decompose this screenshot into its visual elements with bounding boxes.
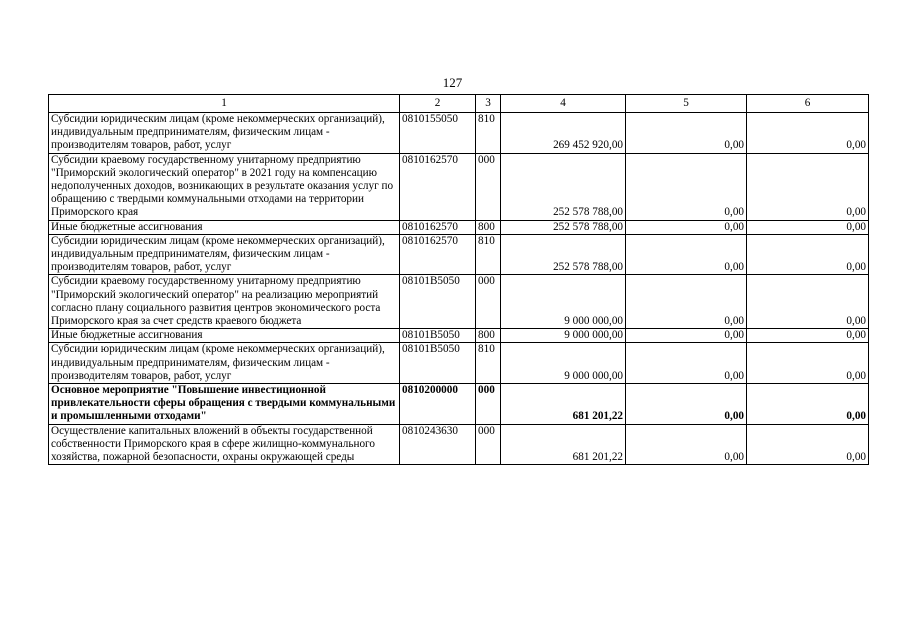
row-name: Субсидии краевому государственному унитарному предприятию "Приморский экологический оператор" в 2021 году на компенсацию недополученных доходов, возникающих в результате оказания услуг по обращению с твердыми коммунальными отходами на территории Приморского края [49, 153, 400, 220]
column-header-1: 1 [49, 95, 400, 113]
column-header-6: 6 [747, 95, 869, 113]
row-name: Субсидии юридическим лицам (кроме некоммерческих организаций), индивидуальным предпринимателям, физическим лицам - производителям товаров, работ, услуг [49, 113, 400, 154]
table-row [49, 384, 869, 425]
row-value-6: 0,00 [747, 343, 869, 384]
row-code: 0810162570 [400, 220, 476, 234]
table-row [49, 343, 869, 384]
row-type: 000 [476, 275, 501, 329]
table-row [49, 275, 869, 329]
row-name: Субсидии юридическим лицам (кроме некоммерческих организаций), индивидуальным предпринимателям, физическим лицам - производителям товаров, работ, услуг [49, 343, 400, 384]
row-value-4: 9 000 000,00 [501, 343, 626, 384]
row-code: 0810162570 [400, 234, 476, 275]
row-value-5: 0,00 [626, 343, 747, 384]
row-value-6: 0,00 [747, 153, 869, 220]
row-code: 0810155050 [400, 113, 476, 154]
row-value-5: 0,00 [626, 275, 747, 329]
table-row [49, 153, 869, 220]
page-number: 127 [442, 75, 463, 90]
row-value-4: 252 578 788,00 [501, 220, 626, 234]
row-value-6: 0,00 [747, 275, 869, 329]
row-type: 000 [476, 153, 501, 220]
row-value-6: 0,00 [747, 113, 869, 154]
table-row [49, 329, 869, 343]
table-row [49, 113, 869, 154]
row-type: 810 [476, 343, 501, 384]
row-type: 810 [476, 113, 501, 154]
row-value-6: 0,00 [747, 220, 869, 234]
row-value-5: 0,00 [626, 424, 747, 465]
row-type: 800 [476, 220, 501, 234]
row-code: 0810162570 [400, 153, 476, 220]
row-type: 000 [476, 384, 501, 425]
row-code: 0810243630 [400, 424, 476, 465]
row-name: Осуществление капитальных вложений в объекты государственной собственности Приморского края в сфере жилищно-коммунального хозяйства, пожарной безопасности, охраны окружающей среды [49, 424, 400, 465]
row-type: 000 [476, 424, 501, 465]
table-row [49, 220, 869, 234]
row-type: 810 [476, 234, 501, 275]
row-name: Иные бюджетные ассигнования [49, 329, 400, 343]
budget-table [48, 94, 869, 465]
row-value-5: 0,00 [626, 329, 747, 343]
row-value-5: 0,00 [626, 113, 747, 154]
row-value-4: 252 578 788,00 [501, 234, 626, 275]
row-value-6: 0,00 [747, 384, 869, 425]
row-value-5: 0,00 [626, 234, 747, 275]
row-name: Субсидии краевому государственному унитарному предприятию "Приморский экологический оператор" на реализацию мероприятий согласно плану социального развития центров экономического роста Приморского края за счет средств краевого бюджета [49, 275, 400, 329]
row-value-5: 0,00 [626, 153, 747, 220]
row-type: 800 [476, 329, 501, 343]
row-value-5: 0,00 [626, 384, 747, 425]
column-header-5: 5 [626, 95, 747, 113]
row-value-4: 681 201,22 [501, 424, 626, 465]
row-value-6: 0,00 [747, 329, 869, 343]
row-code: 08101В5050 [400, 329, 476, 343]
row-value-4: 681 201,22 [501, 384, 626, 425]
column-header-3: 3 [476, 95, 501, 113]
row-name: Иные бюджетные ассигнования [49, 220, 400, 234]
row-name: Субсидии юридическим лицам (кроме некоммерческих организаций), индивидуальным предпринимателям, физическим лицам - производителям товаров, работ, услуг [49, 234, 400, 275]
row-value-4: 252 578 788,00 [501, 153, 626, 220]
column-header-4: 4 [501, 95, 626, 113]
column-header-2: 2 [400, 95, 476, 113]
row-value-4: 269 452 920,00 [501, 113, 626, 154]
header-row [49, 95, 869, 113]
row-name: Основное мероприятие "Повышение инвестиционной привлекательности сферы обращения с твердыми коммунальными и промышленными отходами" [49, 384, 400, 425]
row-code: 08101В5050 [400, 275, 476, 329]
row-value-4: 9 000 000,00 [501, 329, 626, 343]
row-value-6: 0,00 [747, 234, 869, 275]
row-value-5: 0,00 [626, 220, 747, 234]
table-row [49, 424, 869, 465]
row-code: 0810200000 [400, 384, 476, 425]
row-value-4: 9 000 000,00 [501, 275, 626, 329]
row-value-6: 0,00 [747, 424, 869, 465]
row-code: 08101В5050 [400, 343, 476, 384]
table-row [49, 234, 869, 275]
